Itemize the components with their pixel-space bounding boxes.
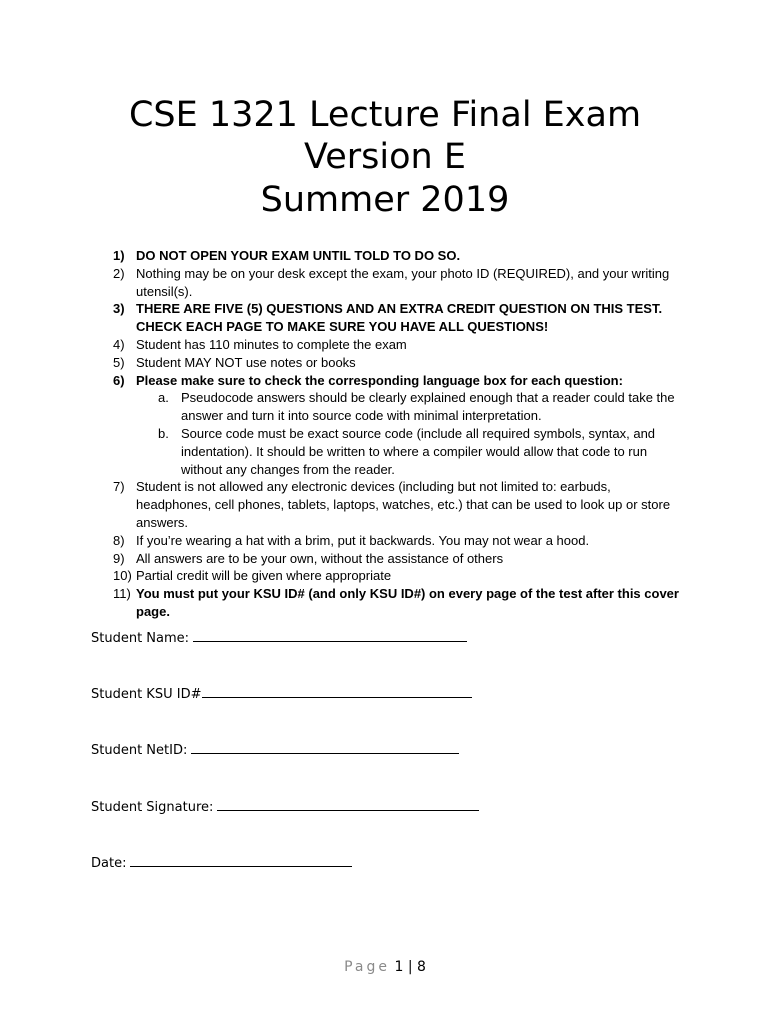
instruction-text: Nothing may be on your desk except the exam, your photo ID (REQUIRED), and your writing utensil(s). xyxy=(136,265,670,299)
instruction-item xyxy=(113,354,683,372)
instruction-subitem xyxy=(113,389,683,425)
student-signature-field[interactable] xyxy=(91,798,479,816)
student-name-label: Student Name: xyxy=(91,631,190,646)
instruction-number: 3) xyxy=(113,301,125,317)
exam-version: Version E xyxy=(304,137,466,177)
student-netid-field[interactable] xyxy=(91,741,459,759)
student-signature-label: Student Signature: xyxy=(91,800,214,815)
instruction-item xyxy=(113,532,683,550)
student-netid-blank[interactable] xyxy=(191,741,459,754)
date-label: Date: xyxy=(91,856,127,871)
instruction-number: 10) xyxy=(113,568,132,584)
instruction-item xyxy=(113,336,683,354)
page-current: 1 xyxy=(394,959,404,975)
instruction-number: 9) xyxy=(113,550,125,566)
instruction-number: 4) xyxy=(113,336,125,352)
student-name-field[interactable] xyxy=(91,629,467,647)
instruction-number: 1) xyxy=(113,248,125,263)
instruction-text: Student is not allowed any electronic devices (including but not limited to: earbuds, headphones, cell phones, tablets, laptops, watches, etc.) that can be used to look up or store answers. xyxy=(136,479,671,530)
student-ksu-id-field[interactable] xyxy=(91,685,472,703)
student-name-blank[interactable] xyxy=(193,629,467,642)
student-ksu-id-blank[interactable] xyxy=(202,685,472,698)
subitem-letter: a. xyxy=(158,390,169,406)
instruction-text: Student has 110 minutes to complete the exam xyxy=(136,336,407,352)
instruction-text: If you’re wearing a hat with a brim, put it backwards. You may not wear a hood. xyxy=(136,532,590,548)
instruction-item xyxy=(113,550,683,568)
instruction-item xyxy=(113,585,683,621)
instruction-number: 6) xyxy=(113,372,125,388)
instruction-subitem xyxy=(113,425,683,478)
instruction-number: 8) xyxy=(113,532,125,548)
exam-term: Summer 2019 xyxy=(260,180,510,220)
subitem-text: Pseudocode answers should be clearly explained enough that a reader could take the answer and turn it into source code with minimal interpretation. xyxy=(181,390,675,424)
date-field[interactable] xyxy=(91,854,352,872)
instruction-item xyxy=(113,372,683,390)
exam-title: CSE 1321 Lecture Final Exam xyxy=(128,95,642,135)
instruction-item xyxy=(113,478,683,531)
instruction-item xyxy=(113,300,683,336)
instruction-number: 5) xyxy=(113,354,125,370)
instruction-item xyxy=(113,247,683,265)
instruction-text: You must put your KSU ID# (and only KSU ID#) on every page of the test after this cover page. xyxy=(136,586,679,619)
page-footer xyxy=(0,958,770,976)
subitem-letter: b. xyxy=(158,425,169,441)
instruction-text: DO NOT OPEN YOUR EXAM UNTIL TOLD TO DO SO. xyxy=(136,248,461,263)
student-netid-label: Student NetID: xyxy=(91,743,188,758)
exam-instructions-list xyxy=(113,247,683,621)
instruction-text: Student MAY NOT use notes or books xyxy=(136,354,356,370)
student-signature-blank[interactable] xyxy=(217,798,479,811)
page-word: Page xyxy=(344,959,390,975)
instruction-text: All answers are to be your own, without the assistance of others xyxy=(136,550,504,566)
instruction-text: THERE ARE FIVE (5) QUESTIONS AND AN EXTRA CREDIT QUESTION ON THIS TEST. CHECK EACH PAGE TO MAKE SURE YOU HAVE ALL QUESTIONS! xyxy=(136,301,663,335)
student-ksu-id-label: Student KSU ID# xyxy=(91,687,202,702)
instruction-item xyxy=(113,567,683,585)
instruction-item xyxy=(113,265,683,301)
instruction-number: 11) xyxy=(113,586,131,602)
instruction-number: 7) xyxy=(113,479,125,495)
page-total: 8 xyxy=(416,959,426,975)
subitem-text: Source code must be exact source code (include all required symbols, syntax, and indentation). It should be written to where a compiler would allow that code to run without any changes from the reader. xyxy=(181,425,656,477)
instruction-text: Partial credit will be given where appropriate xyxy=(136,568,392,584)
page-separator: | xyxy=(407,959,413,975)
instruction-number: 2) xyxy=(113,265,125,281)
date-blank[interactable] xyxy=(130,854,352,867)
instruction-text: Please make sure to check the corresponding language box for each question: xyxy=(136,372,623,388)
